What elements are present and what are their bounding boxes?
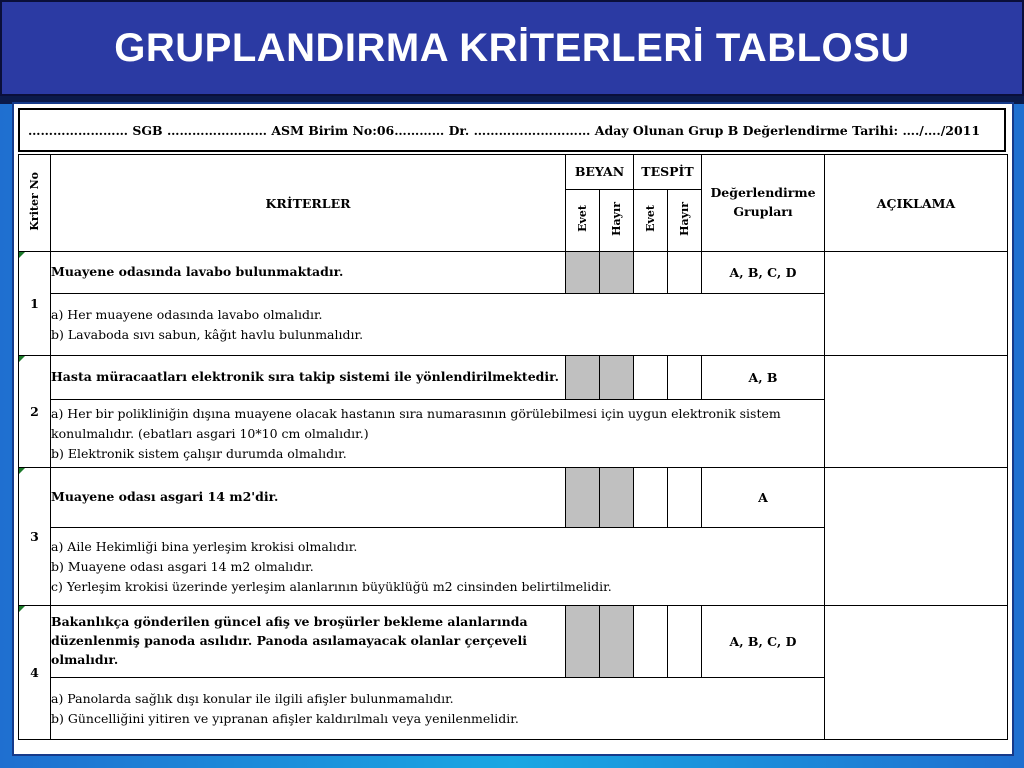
tespit-evet-cell[interactable] (634, 252, 668, 294)
criterion-title: Muayene odasında lavabo bulunmaktadır. (51, 252, 566, 294)
document-header: …………………… SGB …………………… ASM Birim No:06………… Dr. …………….………… Aday Olunan Grup B Değerlendirme Tarihi: …./…./2011 (18, 108, 1006, 152)
criterion-number: 3 (19, 468, 51, 606)
beyan-hayir-cell[interactable] (600, 356, 634, 400)
evaluation-groups: A, B (702, 356, 825, 400)
detail-line: b) Güncelliğini yitiren ve yıpranan afişler kaldırılmalı veya yenilenmelidir. (51, 710, 519, 726)
header-tespit-hayir: Hayır (668, 189, 702, 251)
criterion-title: Muayene odası asgari 14 m2'dir. (51, 468, 566, 528)
criterion-number: 4 (19, 606, 51, 740)
header-tespit: TESPİT (634, 155, 702, 190)
beyan-hayir-cell[interactable] (600, 252, 634, 294)
tespit-evet-cell[interactable] (634, 468, 668, 528)
header-beyan-hayir: Hayır (600, 189, 634, 251)
detail-line: c) Yerleşim krokisi üzerinde yerleşim alanlarının büyüklüğü m2 cinsinden belirtilmelidir. (51, 578, 612, 594)
tespit-hayir-cell[interactable] (668, 468, 702, 528)
beyan-evet-cell[interactable] (566, 468, 600, 528)
table-row (19, 468, 1008, 528)
criterion-details (51, 528, 825, 606)
tespit-hayir-cell[interactable] (668, 356, 702, 400)
criterion-number: 2 (19, 356, 51, 468)
header-beyan-evet: Evet (566, 189, 600, 251)
header-degerlendirme-gruplari: Değerlendirme Grupları (702, 155, 825, 252)
criterion-details (51, 400, 825, 468)
detail-line: b) Lavaboda sıvı sabun, kâğıt havlu bulunmalıdır. (51, 326, 364, 342)
detail-line: b) Elektronik sistem çalışır durumda olmalıdır. (51, 445, 347, 461)
aciklama-cell[interactable] (825, 606, 1008, 740)
title-bar (0, 0, 1024, 96)
header-beyan: BEYAN (566, 155, 634, 190)
aciklama-cell[interactable] (825, 356, 1008, 468)
detail-line: a) Aile Hekimliği bina yerleşim krokisi olmalıdır. (51, 538, 358, 554)
beyan-evet-cell[interactable] (566, 252, 600, 294)
tespit-hayir-cell[interactable] (668, 252, 702, 294)
criteria-table (18, 154, 1008, 740)
tespit-evet-cell[interactable] (634, 356, 668, 400)
table-row (19, 252, 1008, 294)
tespit-hayir-cell[interactable] (668, 606, 702, 678)
detail-line: a) Her muayene odasında lavabo olmalıdır. (51, 306, 323, 322)
criterion-details (51, 678, 825, 740)
detail-line: b) Muayene odası asgari 14 m2 olmalıdır. (51, 558, 314, 574)
criterion-title: Bakanlıkça gönderilen güncel afiş ve broşürler bekleme alanlarında düzenlenmiş panoda asılıdır. Panoda asılamayacak olanlar çerçeveli olmalıdır. (51, 606, 566, 678)
table-row (19, 356, 1008, 400)
aciklama-cell[interactable] (825, 252, 1008, 356)
aciklama-cell[interactable] (825, 468, 1008, 606)
beyan-hayir-cell[interactable] (600, 468, 634, 528)
document-frame (14, 104, 1012, 754)
detail-line: a) Her bir polikliniğin dışına muayene olacak hastanın sıra numarasının görülebilmesi için uygun elektronik sistem konulmalıdır. (ebatları asgari 10*10 cm olmalıdır.) (51, 405, 781, 441)
header-aciklama: AÇIKLAMA (825, 155, 1008, 252)
evaluation-groups: A (702, 468, 825, 528)
page-title: GRUPLANDIRMA KRİTERLERİ TABLOSU (114, 25, 910, 70)
detail-line: a) Panolarda sağlık dışı konular ile ilgili afişler bulunmamalıdır. (51, 690, 454, 706)
title-divider (0, 96, 1024, 104)
header-kriterler: KRİTERLER (51, 155, 566, 252)
criterion-details (51, 294, 825, 356)
evaluation-groups: A, B, C, D (702, 606, 825, 678)
beyan-hayir-cell[interactable] (600, 606, 634, 678)
tespit-evet-cell[interactable] (634, 606, 668, 678)
header-tespit-evet: Evet (634, 189, 668, 251)
criterion-title: Hasta müracaatları elektronik sıra takip sistemi ile yönlendirilmektedir. (51, 356, 566, 400)
header-kriter-no: Kriter No (19, 155, 51, 252)
evaluation-groups: A, B, C, D (702, 252, 825, 294)
beyan-evet-cell[interactable] (566, 606, 600, 678)
criterion-number: 1 (19, 252, 51, 356)
beyan-evet-cell[interactable] (566, 356, 600, 400)
table-row (19, 606, 1008, 678)
